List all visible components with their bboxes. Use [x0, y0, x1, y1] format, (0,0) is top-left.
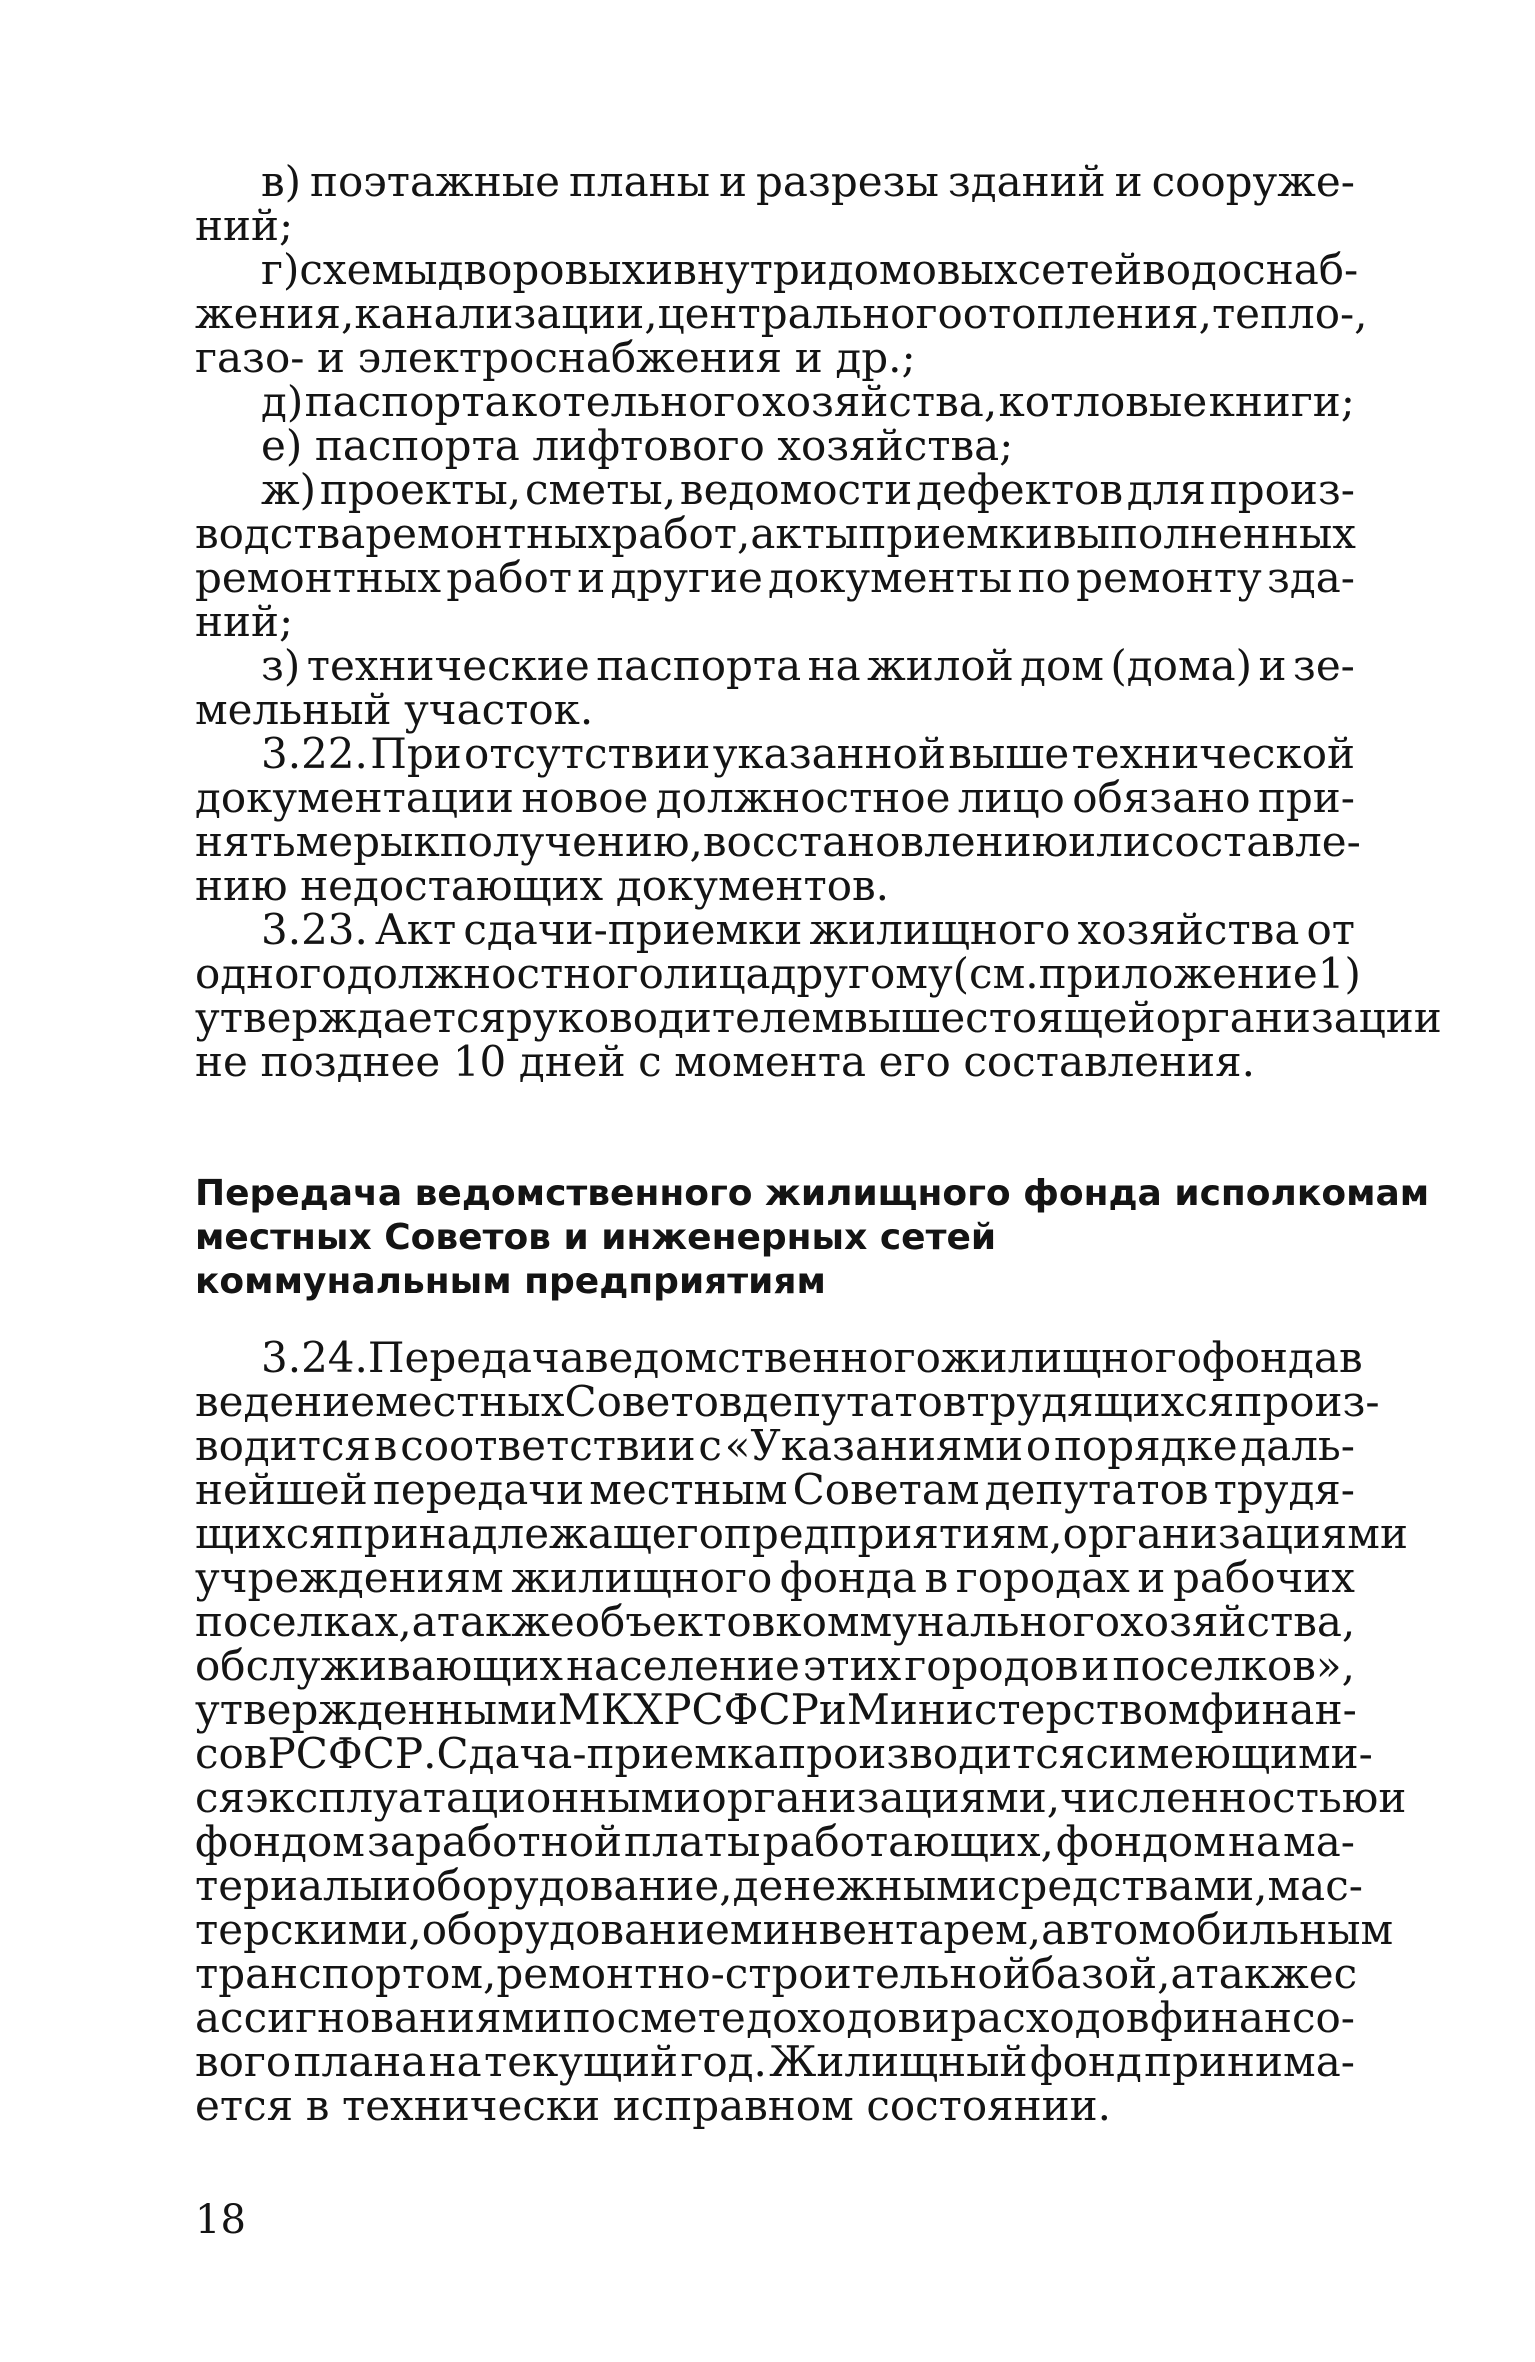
text-line: ний;: [195, 597, 294, 646]
text-line: обслуживающих население этих городов и поселков»,: [195, 1641, 1355, 1690]
text-line: утвержденными МКХ РСФСР и Министерством финан-: [195, 1685, 1357, 1734]
text-line: г) схемы дворовых и внутридомовых сетей водоснаб-: [261, 245, 1359, 294]
text-line: утверждается руководителем вышестоящей организации: [195, 993, 1442, 1042]
text-line: е) паспорта лифтового хозяйства;: [261, 421, 1014, 470]
text-line: 3.24. Передача ведомственного жилищного фонда в: [261, 1333, 1363, 1382]
paragraph-item-g: [195, 245, 1368, 382]
text-line: ремонтных работ и другие документы по ремонту зда-: [195, 553, 1355, 602]
text-line: водится в соответствии с «Указаниями о порядке даль-: [195, 1421, 1355, 1470]
text-line: в) поэтажные планы и разрезы зданий и сооруже-: [261, 157, 1355, 206]
text-line: щихся принадлежащего предприятиям, организациям и: [195, 1509, 1408, 1558]
heading-line: коммунальным предприятиям: [195, 1261, 826, 1302]
text-line: 3.22. При отсутствии указанной выше технической: [261, 729, 1355, 778]
paragraph-para-3-24: [195, 1333, 1408, 2130]
text-line: ж) проекты, сметы, ведомости дефектов для произ-: [261, 465, 1355, 514]
paragraph-item-d: [195, 377, 1355, 426]
text-line: 3.23. Акт сдачи-приемки жилищного хозяйства от: [261, 905, 1355, 954]
heading-line: местных Советов и инженерных сетей: [195, 1217, 997, 1258]
paragraph-item-zh: [195, 465, 1356, 646]
text-line: ется в технически исправном состоянии.: [195, 2081, 1112, 2130]
text-line: не позднее 10 дней с момента его составления.: [195, 1037, 1255, 1086]
text-line: мельный участок.: [195, 685, 594, 734]
text-line: нию недостающих документов.: [195, 861, 889, 910]
text-line: документации новое должностное лицо обязано при-: [195, 773, 1355, 822]
text-line: поселках, а также объектов коммунального хозяйства,: [195, 1597, 1356, 1646]
text-line: териалы и оборудование, денежными средствами, мас-: [195, 1861, 1363, 1910]
text-line: нять меры к получению, восстановлению или составле-: [195, 817, 1361, 866]
text-line: транспортом, ремонтно-строительной базой, а также с: [195, 1949, 1358, 1998]
text-line: жения, канализации, центрального отопления, тепло-,: [195, 289, 1368, 338]
text-line: учреждениям жилищного фонда в городах и рабочих: [195, 1553, 1355, 1602]
text-line: д) паспорта котельного хозяйства, котловые книги;: [261, 377, 1355, 426]
text-line: з) технические паспорта на жилой дом (дома) и зе-: [261, 641, 1355, 690]
text-line: вого плана на текущий год. Жилищный фонд принима-: [195, 2037, 1355, 2086]
section-heading: [195, 1172, 1430, 1304]
text-line: газо- и электроснабжения и др.;: [195, 333, 916, 382]
text-line: ведение местных Советов депутатов трудящихся произ-: [195, 1377, 1380, 1426]
text-line: ся эксплуатационными организациями, численностью и: [195, 1773, 1407, 1822]
page-number: 18: [195, 2197, 246, 2243]
heading-line: Передача ведомственного жилищного фонда исполкомам: [195, 1173, 1430, 1214]
text-line: ний;: [195, 201, 294, 250]
paragraph-item-v: [195, 157, 1355, 250]
text-line: фондом заработной платы работающих, фондом на ма-: [195, 1817, 1355, 1866]
text-line: одного должностного лица другому (см. приложение 1): [195, 949, 1361, 998]
paragraph-item-e: [195, 421, 1355, 470]
text-block-bottom: [195, 1333, 1408, 2130]
text-line: водства ремонтных работ, акты приемки выполненных: [195, 509, 1356, 558]
paragraph-para-3-22: [195, 729, 1361, 910]
text-line: ассигнованиями по смете доходов и расходов финансо-: [195, 1993, 1355, 2042]
text-block-top: [195, 157, 1442, 1086]
paragraph-item-z: [195, 641, 1355, 734]
text-line: терскими, оборудованием инвентарем, автомобильным: [195, 1905, 1394, 1954]
text-line: нейшей передачи местным Советам депутатов трудя-: [195, 1465, 1355, 1514]
paragraph-para-3-23: [195, 905, 1442, 1086]
text-line: сов РСФСР. Сдача-приемка производится с имеющими-: [195, 1729, 1373, 1778]
